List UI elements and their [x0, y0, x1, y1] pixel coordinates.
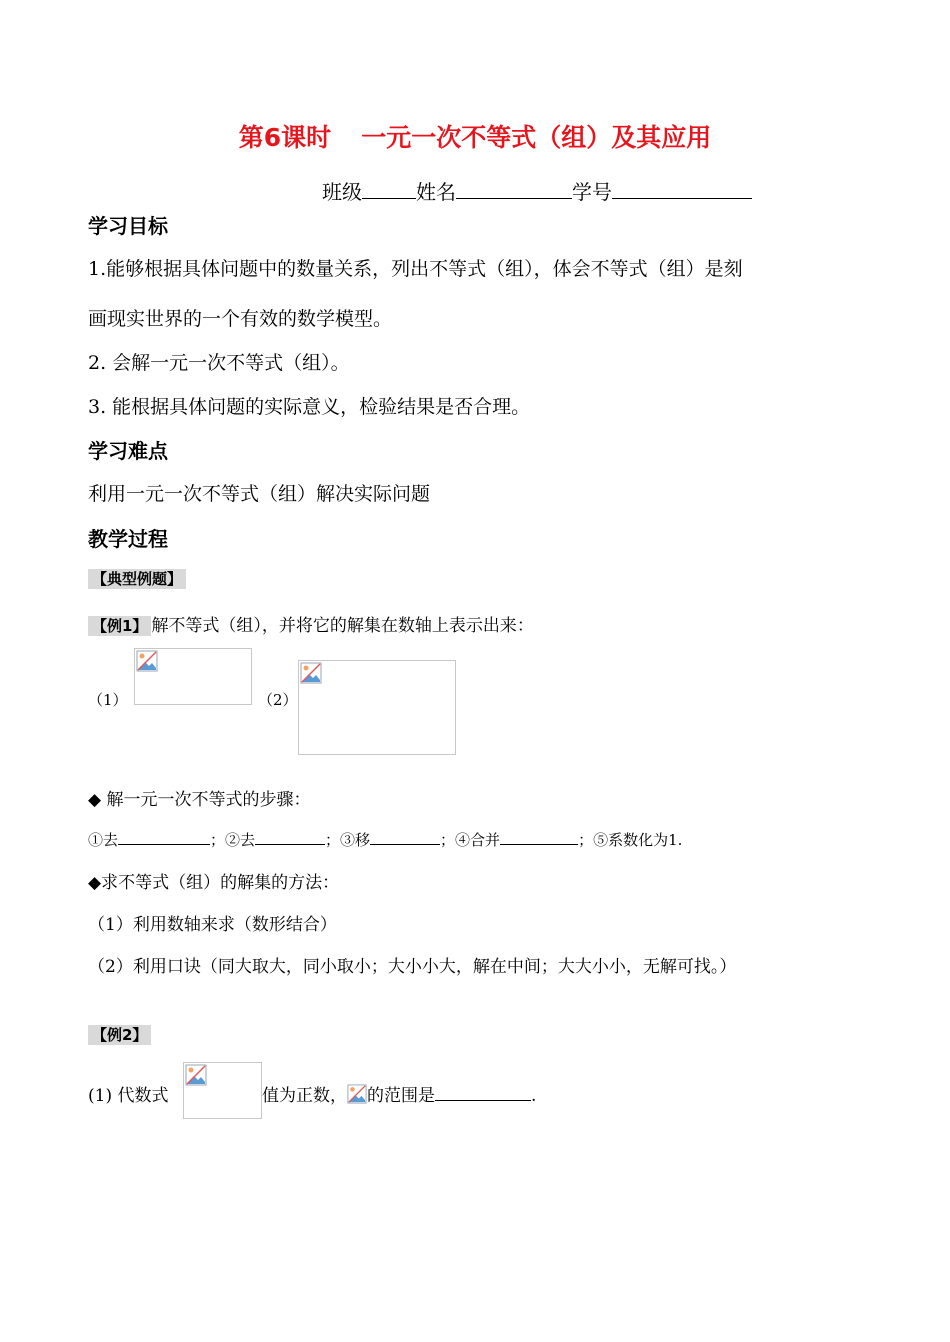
example-1-line [88, 611, 534, 636]
step-5-label: ；⑤系数化为1. [578, 831, 683, 849]
id-label: 学号 [572, 180, 612, 204]
example-2-tag: 【例2】 [88, 1025, 151, 1045]
broken-image-icon [185, 1064, 207, 1086]
example-1-text: 解不等式（组），并将它的解集在数轴上表示出来： [151, 616, 534, 636]
steps-line [88, 828, 682, 850]
goal-item-1-line-2: 画现实世界的一个有效的数学模型。 [88, 308, 393, 330]
goal-item-2: 2. 会解一元一次不等式（组）。 [88, 352, 350, 374]
step-4-label: ；④合并 [440, 831, 501, 849]
example-2-mid: 值为正数， [262, 1086, 347, 1106]
example-2-expression-image [183, 1062, 262, 1119]
student-id-field[interactable] [612, 178, 752, 199]
example-2-section [88, 1024, 151, 1045]
example-2-end: . [531, 1086, 537, 1106]
class-label: 班级 [322, 180, 362, 204]
difficulty-text: 利用一元一次不等式（组）解决实际问题 [88, 483, 431, 505]
step-4-blank[interactable] [500, 828, 578, 845]
example-1-tag: 【例1】 [88, 616, 151, 636]
typical-examples-tag: 【典型例题】 [88, 569, 186, 589]
student-info-line [322, 176, 752, 205]
example-1-part-2-image [298, 660, 456, 755]
name-field[interactable] [456, 178, 572, 199]
process-heading: 教学过程 [88, 527, 168, 551]
example-1-part-1-image [134, 648, 252, 705]
difficulty-heading: 学习难点 [88, 439, 168, 463]
broken-image-icon [136, 650, 158, 672]
step-3-blank[interactable] [370, 828, 440, 845]
title-topic: 一元一次不等式（组）及其应用 [361, 123, 712, 152]
steps-heading: ◆ 解一元一次不等式的步骤： [88, 790, 311, 810]
method-1: （1）利用数轴来求（数形结合） [88, 915, 337, 935]
name-label: 姓名 [416, 180, 456, 204]
step-2-blank[interactable] [255, 828, 325, 845]
example-1-part-2-label: （2） [258, 691, 298, 709]
method-2: （2）利用口诀（同大取大，同小取小；大小小大，解在中间；大大小小，无解可找。） [88, 957, 737, 977]
example-1-part-1-label: （1） [88, 691, 128, 709]
title-lesson: 第6课时 [238, 123, 332, 152]
example-2-line [262, 1081, 536, 1106]
example-2-prefix: (1) 代数式 [88, 1086, 169, 1106]
goals-heading: 学习目标 [88, 214, 168, 238]
broken-image-icon [347, 1084, 367, 1104]
class-field[interactable] [362, 178, 416, 199]
goal-item-1-line-1: 1.能够根据具体问题中的数量关系，列出不等式（组），体会不等式（组）是刻 [88, 258, 743, 280]
step-1-label: ①去 [88, 831, 119, 849]
step-1-blank[interactable] [118, 828, 210, 845]
methods-heading: ◆求不等式（组）的解集的方法： [88, 873, 340, 893]
typical-examples-section [88, 568, 186, 589]
example-2-suffix: 的范围是 [367, 1086, 435, 1106]
goal-item-3: 3. 能根据具体问题的实际意义，检验结果是否合理。 [88, 396, 531, 418]
broken-image-icon [300, 662, 322, 684]
example-2-answer-blank[interactable] [435, 1084, 531, 1101]
step-3-label: ；③移 [325, 831, 371, 849]
step-2-label: ；②去 [210, 831, 256, 849]
page-title [0, 118, 950, 154]
